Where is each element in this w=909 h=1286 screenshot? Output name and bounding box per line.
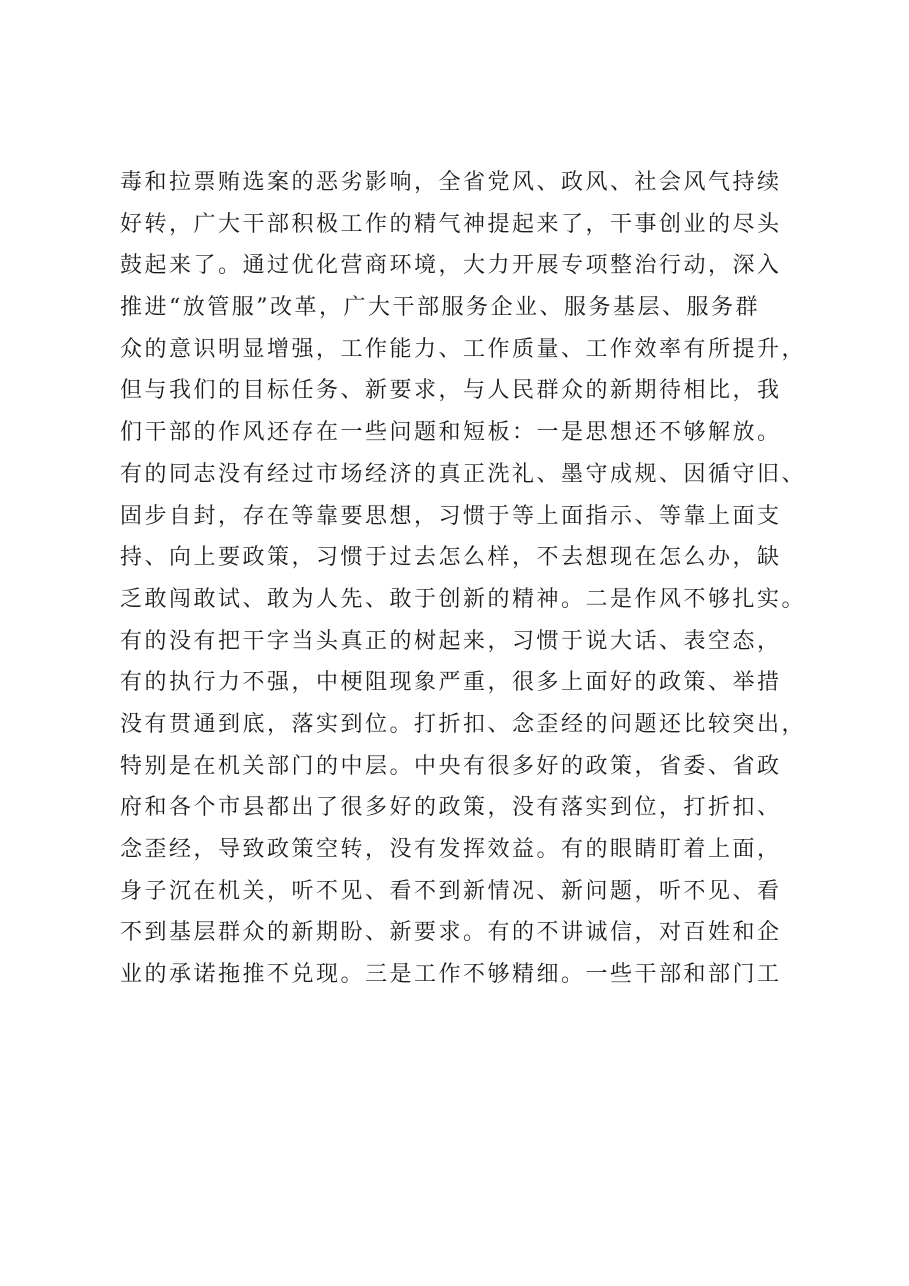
text-line: 有的执行力不强，中梗阻现象严重，很多上面好的政策、举措: [120, 670, 782, 696]
text-line: 有的同志没有经过市场经济的真正洗礼、墨守成规、因循守旧、: [120, 461, 807, 487]
text-line: 持、向上要政策，习惯于过去怎么样，不去想现在怎么办，缺: [120, 545, 782, 571]
body-text: [120, 162, 810, 996]
text-line: 业的承诺拖推不兑现。三是工作不够精细。一些干部和部门工: [120, 962, 782, 988]
text-line: 乏敢闯敢试、敢为人先、敢于创新的精神。二是作风不够扎实。: [120, 586, 807, 612]
text-line: 没有贯通到底，落实到位。打折扣、念歪经的问题还比较突出，: [120, 711, 807, 737]
text-line: 们干部的作风还存在一些问题和短板：一是思想还不够解放。: [120, 420, 782, 446]
text-line: 念歪经，导致政策空转，没有发挥效益。有的眼睛盯着上面，: [120, 837, 782, 862]
text-line: 府和各个市县都出了很多好的政策，没有落实到位，打折扣、: [120, 795, 782, 821]
text-line: 但与我们的目标任务、新要求，与人民群众的新期待相比，我: [120, 378, 782, 404]
text-line: 鼓起来了。通过优化营商环境，大力开展专项整治行动，深入: [120, 253, 782, 279]
text-line: 特别是在机关部门的中层。中央有很多好的政策，省委、省政: [120, 753, 782, 779]
text-line: 好转，广大干部积极工作的精气神提起来了，干事创业的尽头: [120, 211, 782, 237]
text-line: 固步自封，存在等靠要思想，习惯于等上面指示、等靠上面支: [120, 503, 782, 529]
text-line: 毒和拉票贿选案的恶劣影响，全省党风、政风、社会风气持续: [120, 170, 782, 195]
text-line: 不到基层群众的新期盼、新要求。有的不讲诚信，对百姓和企: [120, 920, 782, 946]
text-line: 有的没有把干字当头真正的树起来，习惯于说大话、表空态，: [120, 628, 782, 654]
text-line: 推进“放管服”改革，广大干部服务企业、服务基层、服务群: [120, 295, 760, 321]
text-line: 身子沉在机关，听不见、看不到新情况、新问题，听不见、看: [120, 878, 782, 904]
text-line: 众的意识明显增强，工作能力、工作质量、工作效率有所提升，: [120, 336, 807, 362]
